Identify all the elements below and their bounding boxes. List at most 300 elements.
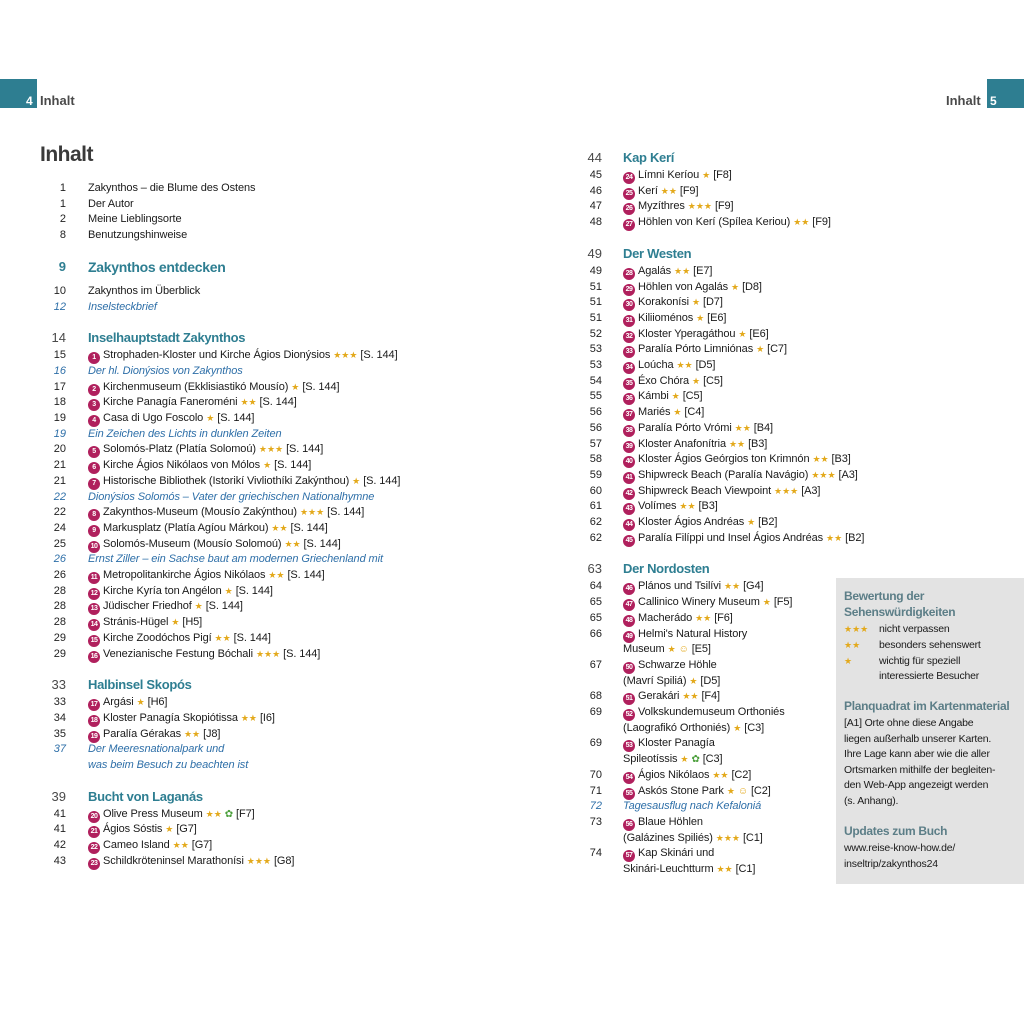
toc-entry-text: [88, 458, 311, 474]
sight-number-badge: 2: [88, 384, 100, 396]
entry-title: Shipwreck Beach (Paralía Navágio): [638, 468, 809, 481]
toc-page-number: 65: [589, 596, 602, 609]
toc-entry-text: [623, 752, 722, 767]
sight-number-badge: 15: [88, 635, 100, 647]
entry-title: Paralía Pórto Vrómi: [638, 421, 732, 434]
toc-entry-text: [623, 421, 773, 437]
toc-page-number: 39: [51, 788, 66, 804]
star-rating: ★: [692, 375, 701, 386]
toc-entry: [576, 405, 846, 420]
toc-entry: [576, 168, 846, 183]
sight-number-badge: 44: [623, 519, 635, 531]
sight-number-badge: 36: [623, 393, 635, 405]
toc-entry: [576, 752, 846, 767]
toc-entry: [576, 705, 846, 720]
star-rating: ★: [667, 644, 676, 655]
toc-entry: [40, 490, 480, 505]
toc-page-number: 16: [53, 364, 66, 377]
toc-page-number: 65: [589, 611, 602, 624]
toc-page-number: 53: [589, 343, 602, 356]
toc-entry: [40, 568, 480, 583]
star-rating: ★: [756, 344, 765, 355]
map-grid-reference: [S. 144]: [303, 537, 341, 550]
child-friendly-icon: ☺: [737, 785, 748, 797]
map-grid-reference: [H5]: [182, 616, 203, 629]
toc-entry: [576, 658, 846, 673]
star-rating: ★★: [679, 501, 696, 512]
star-rating: ★★: [695, 612, 712, 623]
entry-title: Límni Keríou: [638, 169, 700, 181]
toc-entry-text: [623, 149, 674, 167]
toc-page-number: 59: [589, 468, 602, 481]
toc-entry: [576, 689, 846, 704]
entry-title: Helmi's Natural History: [638, 627, 748, 640]
entry-title: Paralía Gérakas: [103, 727, 181, 740]
toc-page-number: 26: [53, 569, 66, 581]
toc-page-number: 57: [589, 437, 602, 450]
sight-number-badge: 51: [623, 693, 635, 705]
toc-entry: [40, 838, 480, 853]
toc-entry-text: [623, 705, 785, 721]
toc-entry-text: [623, 280, 762, 296]
entry-title: Jüdischer Friedhof: [103, 600, 192, 613]
entry-title: Ágios Sóstis: [103, 823, 163, 836]
toc-entry-text: [623, 437, 767, 453]
plan-line: Ortsmarken mithilfe der begleiten-: [844, 764, 996, 776]
map-grid-reference: [S. 144]: [217, 412, 255, 424]
map-grid-reference: [S. 144]: [235, 584, 273, 597]
toc-page-number: 49: [589, 264, 602, 277]
star-rating: ★: [689, 675, 698, 686]
star-rating: ★★: [682, 691, 699, 702]
map-grid-reference: [C1]: [742, 831, 763, 844]
child-friendly-icon: ☺: [678, 644, 689, 656]
toc-page-number: 22: [53, 506, 66, 519]
entry-title: Casa di Ugo Foscolo: [103, 412, 204, 424]
sight-number-badge: 23: [88, 858, 100, 870]
toc-entry-text: [623, 674, 720, 689]
toc-entry: [576, 768, 846, 783]
entry-title: Gerakári: [638, 690, 680, 703]
toc-page-number: 37: [53, 743, 66, 756]
toc-entry-text: [88, 695, 167, 711]
plan-line: Ihre Lage kann aber wie die aller: [844, 748, 990, 760]
toc-entry-text: [623, 611, 733, 627]
toc-page-number: 26: [53, 553, 66, 566]
toc-page-number: 28: [53, 616, 66, 629]
star-rating: ★: [680, 754, 689, 765]
entry-title: Solomós-Museum (Mousío Solomoú): [103, 537, 282, 550]
rating-title: Bewertung der: [844, 589, 925, 603]
toc-entry-text: [623, 358, 715, 374]
rating-2-text: besonders sehenswert: [879, 639, 981, 651]
star-rating: ★★: [676, 360, 693, 370]
map-grid-reference: [A3]: [801, 484, 821, 497]
sight-number-badge: 55: [623, 788, 635, 800]
toc-entry: [40, 300, 480, 315]
sight-number-badge: 38: [623, 425, 635, 437]
toc-entry: [40, 822, 480, 837]
toc-entry-text: [88, 212, 182, 227]
map-grid-reference: [S. 144]: [327, 506, 365, 519]
toc-entry-text: [623, 768, 751, 784]
sight-number-badge: 13: [88, 603, 100, 615]
entry-title: Der Meeresnationalpark und: [88, 743, 225, 756]
toc-page-number: 24: [53, 521, 66, 534]
toc-entry: [576, 721, 846, 736]
rating-1-text: wichtig für speziell: [879, 655, 961, 667]
entry-title: Zakynthos – die Blume des Ostens: [88, 182, 256, 194]
entry-title: Callinico Winery Museum: [638, 596, 760, 609]
toc-page-number: 46: [589, 184, 602, 197]
toc-entry: [40, 364, 480, 379]
toc-entry: [576, 846, 846, 861]
toc-page-number: 29: [53, 647, 66, 660]
star-rating: ★★: [205, 808, 222, 819]
toc-entry-text: [88, 505, 364, 521]
toc-section-heading: [40, 329, 480, 347]
star-rating: ★: [194, 601, 203, 612]
section-title: Der Westen: [623, 245, 692, 261]
left-page-number: 4: [26, 94, 33, 108]
toc-entry-text: [623, 862, 755, 877]
nature-icon: ✿: [224, 808, 234, 820]
toc-entry-text: [623, 264, 712, 280]
toc-entry-text: [623, 168, 732, 184]
entry-title: Metropolitankirche Ágios Nikólaos: [103, 569, 266, 581]
page-title: Inhalt: [40, 143, 93, 166]
entry-title: Korakonísi: [638, 296, 689, 309]
map-grid-reference: [B4]: [753, 421, 773, 434]
toc-entry: [40, 197, 480, 212]
right-page-number: 5: [990, 94, 997, 108]
rating-3-text: nicht verpassen: [879, 623, 950, 635]
toc-entry: [40, 758, 480, 773]
toc-page-number: 14: [51, 330, 66, 346]
toc-entry: [40, 584, 480, 599]
toc-page-number: 42: [53, 839, 66, 852]
toc-entry-text: [623, 560, 709, 578]
star-rating: ★: [136, 697, 145, 708]
sight-number-badge: 56: [623, 819, 635, 831]
map-grid-reference: [F7]: [236, 807, 255, 820]
toc-page-number: 56: [589, 421, 602, 434]
toc-entry-text: [623, 468, 858, 484]
star-rating: ★★: [183, 728, 201, 739]
toc-page-number: 69: [589, 737, 602, 750]
entry-title: Schildkröteninsel Marathonísi: [103, 854, 244, 867]
toc-entry: [576, 484, 846, 499]
entry-title: Solomós-Platz (Platía Solomoú): [103, 443, 256, 456]
toc-page-number: 51: [589, 311, 602, 324]
map-grid-reference: [F6]: [714, 611, 733, 624]
toc-page-number: 33: [51, 677, 66, 693]
entry-title: Éxo Chóra: [638, 374, 690, 387]
entry-title: Cameo Island: [103, 839, 170, 852]
sight-number-badge: 50: [623, 662, 635, 674]
toc-page-number: 58: [589, 453, 602, 466]
entry-title: Tagesausflug nach Kefaloniá: [623, 800, 762, 813]
toc-entry: [576, 799, 846, 814]
toc-entry-text: [623, 327, 769, 343]
entry-title: Mariés: [638, 406, 671, 419]
toc-page-number: 70: [589, 768, 602, 781]
toc-page-number: 25: [53, 537, 66, 550]
map-grid-reference: [E6]: [749, 327, 769, 340]
toc-entry-text: [88, 427, 282, 442]
entry-title: Kloster Ágios Andréas: [638, 516, 745, 528]
toc-page-number: 63: [587, 561, 602, 577]
toc-entry-text: [623, 499, 718, 515]
star-rating: ★: [747, 517, 756, 527]
toc-entry: [40, 695, 480, 710]
toc-entry-text: [88, 631, 271, 647]
toc-entry: [576, 515, 846, 530]
updates-link[interactable]: www.reise-know-how.de/: [844, 842, 956, 854]
toc-entry-text: [88, 521, 328, 537]
map-grid-reference: [S. 144]: [363, 474, 401, 487]
toc-entry: [576, 784, 846, 799]
entry-title: Kloster Panagía: [638, 737, 715, 750]
toc-page-number: 33: [53, 696, 66, 709]
left-header-label: Inhalt: [40, 93, 75, 108]
toc-entry-text: [623, 658, 717, 674]
toc-page-number: 18: [53, 396, 66, 409]
entry-title: Historische Bibliothek (Istorikí Vivliothíki Zakýnthou): [103, 474, 350, 487]
sight-number-badge: 16: [88, 651, 100, 663]
toc-entry-text: [88, 711, 275, 727]
star-rating: ★: [738, 328, 747, 339]
sight-number-badge: 9: [88, 525, 100, 537]
sight-number-badge: 1: [88, 352, 100, 364]
toc-entry-text: [623, 721, 764, 736]
star-rating: ★★: [214, 632, 231, 643]
section-title: Halbinsel Skopós: [88, 677, 192, 693]
toc-page-number: 69: [589, 706, 602, 718]
map-grid-reference: [S. 144]: [286, 443, 324, 456]
section-title: Bucht von Laganás: [88, 788, 203, 804]
toc-entry-text: [88, 676, 192, 694]
toc-entry-text: [623, 642, 711, 657]
updates-link-2[interactable]: inseltrip/zakynthos24: [844, 858, 938, 870]
toc-entry: [576, 815, 846, 830]
toc-section-heading: [576, 560, 846, 578]
sight-number-badge: 41: [623, 472, 635, 484]
toc-entry: [576, 280, 846, 295]
entry-title: Inselsteckbrief: [88, 300, 157, 313]
entry-title: Kloster Yperagáthou: [638, 327, 736, 340]
toc-page-number: 28: [53, 600, 66, 613]
star-rating: ★★: [271, 522, 288, 533]
star-rating: ★★★: [687, 201, 712, 212]
star-rating: ★★★: [811, 469, 836, 480]
entry-title: Kiliioménos: [638, 311, 694, 324]
entry-title: Paralía Pórto Limniónas: [638, 343, 754, 356]
star-rating: ★★★: [255, 648, 281, 659]
map-grid-reference: [S. 144]: [259, 396, 297, 409]
sight-number-badge: 12: [88, 588, 100, 600]
star-rating: ★★: [716, 864, 733, 874]
toc-entry: [40, 228, 480, 243]
star-rating: ★★: [793, 217, 810, 228]
star-rating: ★: [671, 391, 680, 402]
map-grid-reference: [S. 144]: [233, 631, 271, 644]
star-rating: ★★: [674, 265, 691, 276]
map-grid-reference: [F9]: [812, 216, 831, 229]
map-grid-reference: [F9]: [679, 184, 699, 197]
toc-page-number: 73: [589, 815, 602, 828]
star-rating: ★★★: [715, 832, 740, 843]
star-rating: ★★★: [258, 444, 284, 455]
toc-page-number: 51: [589, 280, 602, 293]
sight-number-badge: 48: [623, 615, 635, 627]
toc-page-number: 41: [53, 807, 66, 820]
toc-section-heading: [40, 258, 480, 276]
entry-title: Volímes: [638, 500, 677, 513]
toc-entry-text: [623, 452, 851, 468]
toc-page-number: 10: [53, 284, 66, 297]
toc-entry-text: [88, 300, 157, 315]
sight-number-badge: 10: [88, 541, 100, 553]
toc-entry-text: [88, 442, 323, 458]
toc-page-number: 19: [53, 427, 66, 440]
toc-section-heading: [576, 149, 846, 167]
toc-page-number: 15: [53, 349, 66, 362]
map-grid-reference: [F4]: [701, 690, 721, 703]
toc-page-number: 9: [58, 258, 66, 274]
star-rating: ★: [263, 460, 272, 471]
toc-entry-text: [623, 627, 747, 643]
toc-entry: [576, 437, 846, 452]
entry-title: Macherádo: [638, 611, 693, 624]
map-grid-reference: [F8]: [713, 169, 732, 181]
toc-entry: [576, 327, 846, 342]
toc-entry: [576, 199, 846, 214]
toc-page-number: 52: [589, 327, 602, 340]
toc-page-number: 41: [53, 823, 66, 836]
toc-page-number: 19: [53, 412, 66, 424]
toc-page-number: 12: [53, 300, 66, 313]
toc-entry-text: [88, 807, 255, 823]
toc-entry: [576, 295, 846, 310]
sight-number-badge: 31: [623, 315, 635, 327]
toc-entry-text: [623, 389, 702, 405]
map-grid-reference: [S. 144]: [302, 380, 340, 393]
toc-page-number: 21: [53, 459, 66, 472]
toc-page-number: 66: [589, 627, 602, 640]
star-rating: ★: [171, 617, 180, 628]
toc-page-number: 8: [59, 229, 66, 242]
sight-number-badge: 35: [623, 378, 635, 390]
toc-entry-text: [88, 552, 383, 567]
star-rating: ★★: [660, 185, 677, 196]
entry-title: Kirche Zoodóchos Pigí: [103, 631, 212, 644]
toc-entry: [40, 380, 480, 395]
toc-entry: [40, 807, 480, 822]
sight-number-badge: 5: [88, 446, 100, 458]
star-rating: ★★: [240, 397, 257, 408]
entry-title: Museum: [623, 643, 665, 656]
sight-number-badge: 33: [623, 346, 635, 358]
toc-entry: [40, 427, 480, 442]
toc-entry-text: [623, 245, 691, 263]
toc-page-number: 29: [53, 631, 66, 644]
toc-entry-text: [88, 854, 294, 870]
sight-number-badge: 25: [623, 188, 635, 200]
toc-left-column: [40, 0, 480, 1024]
toc-page-number: 72: [589, 800, 602, 813]
right-header-label: Inhalt: [946, 93, 981, 108]
sight-number-badge: 46: [623, 583, 635, 595]
star-rating: ★: [731, 281, 740, 292]
toc-entry: [40, 537, 480, 552]
map-grid-reference: [D7]: [703, 296, 723, 309]
toc-entry: [40, 181, 480, 196]
toc-entry-text: [623, 515, 777, 531]
toc-page-number: 28: [53, 584, 66, 597]
section-title: Zakynthos entdecken: [88, 258, 226, 275]
map-grid-reference: [G8]: [273, 854, 295, 867]
star-rating: ★: [291, 381, 300, 392]
entry-title: Kloster Ágios Geórgios ton Krimnón: [638, 453, 810, 466]
sight-number-badge: 45: [623, 535, 635, 547]
star-rating: ★: [206, 413, 215, 423]
star-rating: ★: [702, 170, 711, 180]
entry-title: Kirche Kyría ton Angélon: [103, 584, 222, 597]
star-rating: ★: [352, 475, 361, 486]
toc-entry-text: [88, 197, 134, 212]
section-title: Der Nordosten: [623, 561, 710, 577]
toc-entry-text: [623, 184, 698, 200]
entry-title: Venezianische Festung Bóchali: [103, 647, 253, 660]
toc-entry: [576, 674, 846, 689]
toc-page-number: 22: [53, 490, 66, 503]
star-rating: ★★: [172, 840, 189, 851]
star-rating: ★★: [728, 438, 746, 449]
sight-number-badge: 37: [623, 409, 635, 421]
toc-entry: [40, 458, 480, 473]
toc-entry-text: [88, 599, 243, 615]
toc-entry: [576, 499, 846, 514]
map-grid-reference: [G4]: [743, 580, 764, 593]
star-rating: ★★: [712, 769, 729, 780]
toc-entry: [576, 374, 846, 389]
entry-title: Höhlen von Kerí (Spílea Keriou): [638, 216, 791, 229]
toc-entry-text: [88, 395, 297, 411]
toc-entry-text: [88, 329, 245, 347]
toc-entry-text: [623, 784, 771, 800]
entry-title: Agalás: [638, 264, 672, 277]
entry-title: Kámbi: [638, 390, 669, 403]
sight-number-badge: 6: [88, 462, 100, 474]
entry-title: Kloster Panagía Skopiótissa: [103, 711, 238, 724]
sight-number-badge: 27: [623, 219, 635, 231]
sight-number-badge: 40: [623, 456, 635, 468]
toc-entry: [576, 611, 846, 626]
toc-page-number: 53: [589, 359, 602, 371]
map-grid-reference: [G7]: [176, 823, 197, 836]
toc-entry-text: [88, 228, 187, 243]
toc-page-number: 62: [589, 531, 602, 544]
toc-page-number: 61: [589, 500, 602, 513]
star-rating: ★: [696, 312, 705, 323]
toc-page-number: 68: [589, 690, 602, 703]
toc-entry-text: [88, 742, 224, 757]
sight-number-badge: 53: [623, 740, 635, 752]
toc-page-number: 35: [53, 727, 66, 740]
entry-title: Argási: [103, 696, 134, 709]
star-rating: ★: [165, 824, 174, 835]
